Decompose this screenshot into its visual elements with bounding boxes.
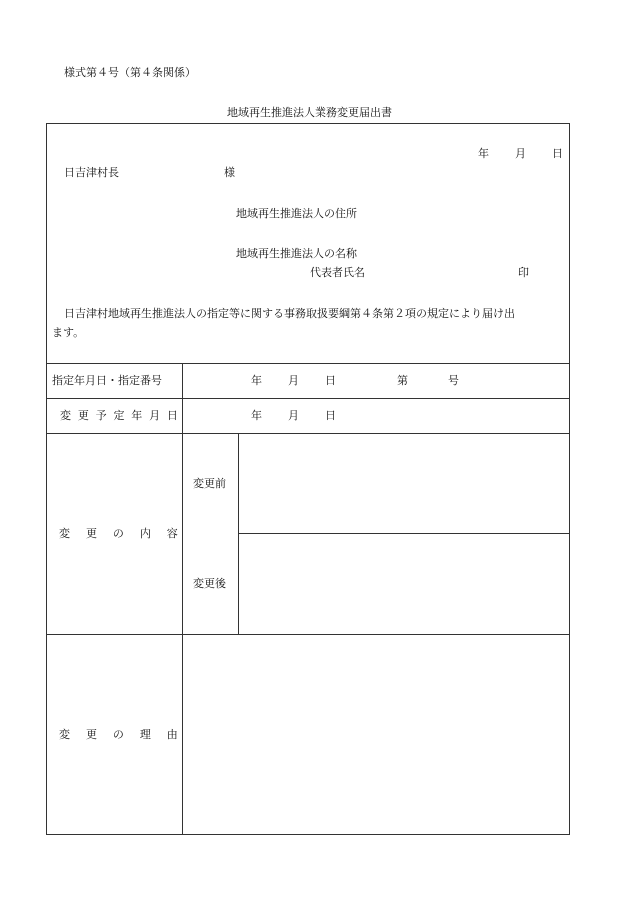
- seal-mark: 印: [518, 266, 529, 279]
- change-after-field[interactable]: [239, 534, 569, 634]
- change-content-label: 変更の内容: [59, 527, 194, 540]
- designation-year: 年: [251, 374, 262, 387]
- scheduled-change-day: 日: [325, 409, 336, 422]
- address-label: 地域再生推進法人の住所: [236, 207, 357, 220]
- designation-month: 月: [288, 374, 299, 387]
- change-before-field[interactable]: [239, 434, 569, 533]
- table-border-top: [46, 123, 570, 124]
- designation-label: 指定年月日・指定番号: [52, 374, 162, 387]
- scheduled-change-year: 年: [251, 409, 262, 422]
- table-border-right: [569, 123, 570, 835]
- table-border-left: [46, 123, 47, 835]
- date-day: 日: [552, 147, 563, 160]
- table-border-bottom: [46, 834, 570, 835]
- document-title: 地域再生推進法人業務変更届出書: [227, 106, 392, 119]
- body-text-line-2: ます。: [52, 326, 85, 339]
- body-text-line-1: 日吉津村地域再生推進法人の指定等に関する事務取扱要綱第４条第２項の規定により届け出: [64, 307, 515, 320]
- date-month: 月: [515, 147, 526, 160]
- representative-label: 代表者氏名: [310, 266, 365, 279]
- name-label: 地域再生推進法人の名称: [236, 247, 357, 260]
- row-divider: [46, 363, 570, 364]
- form-number: 様式第４号（第４条関係）: [64, 66, 196, 79]
- designation-number-prefix: 第: [397, 374, 408, 387]
- date-year: 年: [478, 147, 489, 160]
- scheduled-change-month: 月: [288, 409, 299, 422]
- scheduled-change-label: 変更予定年月日: [60, 409, 185, 422]
- row-divider: [46, 398, 570, 399]
- change-before-label: 変更前: [193, 477, 226, 490]
- reason-label: 変更の理由: [59, 728, 194, 741]
- reason-field[interactable]: [183, 635, 569, 834]
- designation-day: 日: [325, 374, 336, 387]
- designation-number-suffix: 号: [448, 374, 459, 387]
- addressee: 日吉津村長: [64, 166, 119, 179]
- honorific: 様: [224, 166, 235, 179]
- change-after-label: 変更後: [193, 577, 226, 590]
